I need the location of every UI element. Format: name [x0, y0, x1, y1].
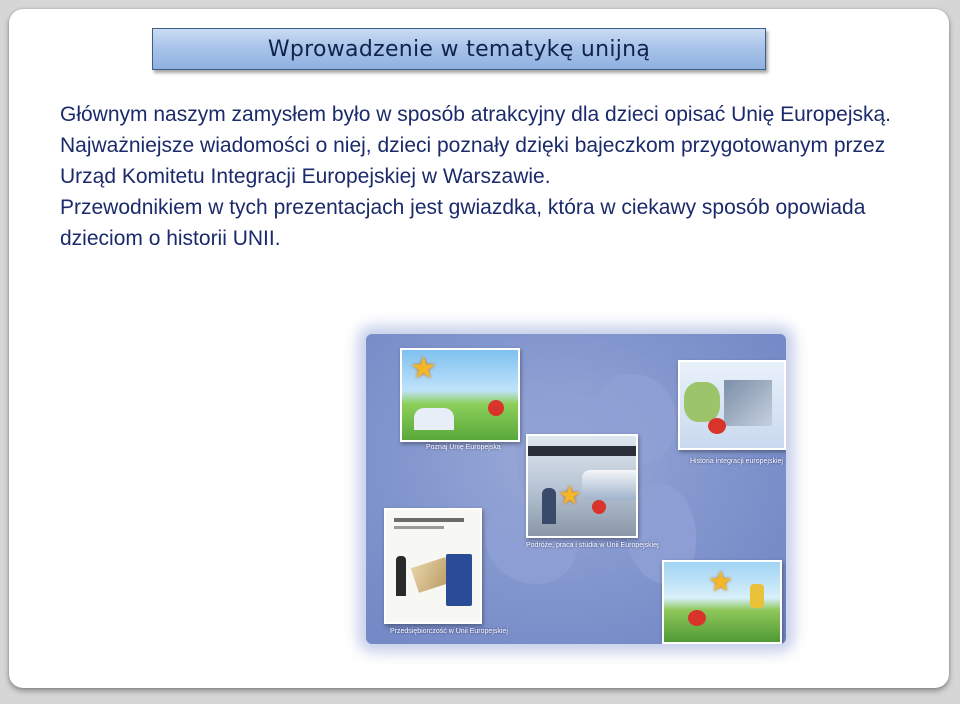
thumbnail-poznaj-ue [400, 348, 520, 442]
thumbnail-krajobraz [662, 560, 782, 644]
thumbnail-podroze [526, 434, 638, 538]
caption-thumb4: Przedsiębiorczość w Unii Europejskiej [390, 628, 508, 635]
presentation-collage-image [366, 334, 786, 644]
slide-title: Wprowadzenie w tematykę unijną [267, 36, 651, 62]
thumbnail-historia [678, 360, 786, 450]
slide [9, 9, 949, 688]
paragraph-3: Przewodnikiem w tych prezentacjach jest gwiazdka, która w ciekawy sposób opowiada dzieciom o historii UNII. [60, 196, 866, 250]
paragraph-2: Najważniejsze wiadomości o niej, dzieci poznały dzięki bajeczkom przygotowanym przez Urząd Komitetu Integracji Europejskiej w Warszawie. [60, 134, 886, 188]
star-mascot-icon: ★ [410, 352, 437, 385]
caption-thumb1: Poznaj Unię Europejską [426, 444, 501, 451]
caption-thumb2: Historia integracji europejskiej [690, 458, 783, 465]
star-mascot-icon-3: ★ [708, 566, 734, 597]
star-mascot-icon-2: ★ [558, 480, 582, 510]
slide-body [60, 99, 920, 254]
slide-title-box [152, 28, 766, 70]
thumbnail-przedsiebiorczosc [384, 508, 482, 624]
paragraph-1: Głównym naszym zamysłem było w sposób atrakcyjny dla dzieci opisać Unię Europejską. [60, 103, 891, 126]
caption-thumb3: Podróże, praca i studia w Unii Europejskiej [526, 542, 659, 549]
